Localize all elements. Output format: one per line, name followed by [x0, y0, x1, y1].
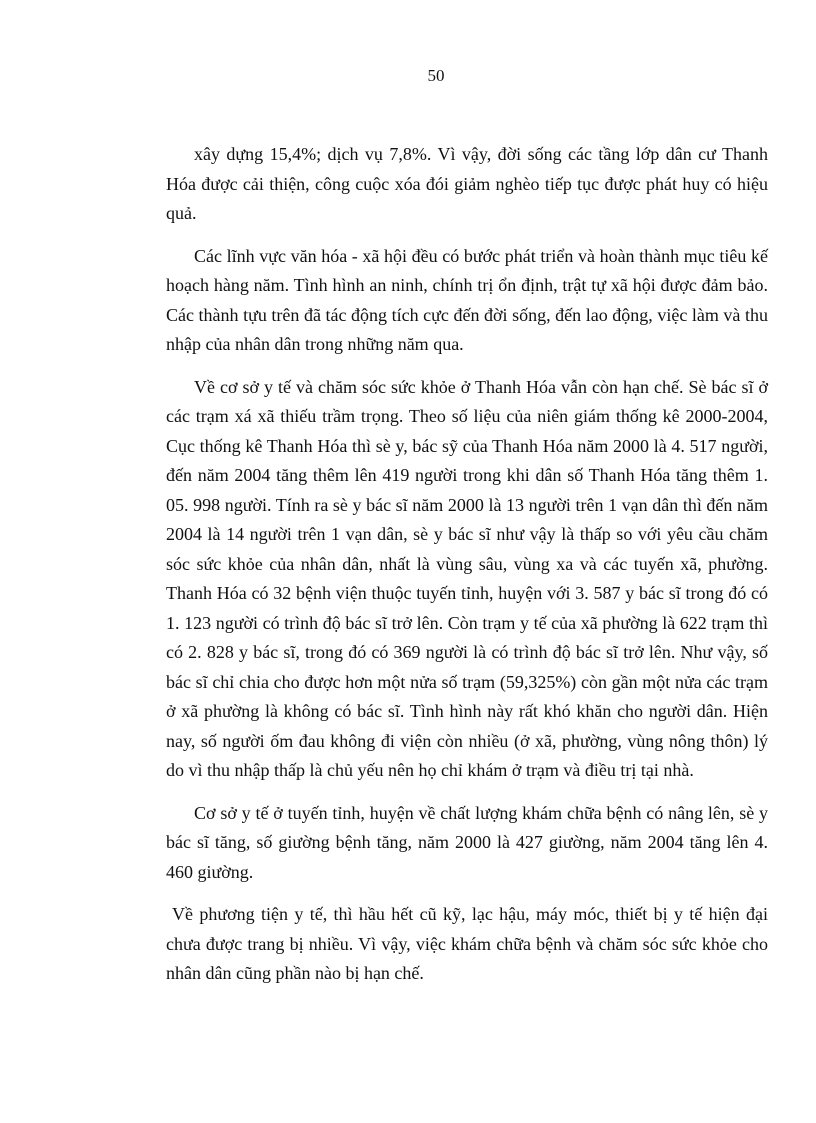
page-number: 50 — [427, 66, 445, 85]
paragraph-provincial-hospitals: Cơ sở y tế ở tuyến tỉnh, huyện về chất lượng khám chữa bệnh có nâng lên, sè y bác sĩ tăng, số giường bệnh tăng, năm 2000 là 427 giường, năm 2004 tăng lên 4. 460 giường. — [166, 802, 768, 882]
document-body — [166, 140, 768, 1002]
paragraph-healthcare-facilities: Về cơ sở y tế và chăm sóc sức khỏe ở Thanh Hóa vẫn còn hạn chế. Sè bác sĩ ở các trạm xá xã thiếu trầm trọng. Theo số liệu của niên giám thống kê 2000-2004, Cục thống kê Thanh Hóa thì sè y, bác sỹ của Thanh Hóa năm 2000 là 4. 517 người, đến năm 2004 tăng thêm lên 419 người trong khi dân số Thanh Hóa tăng thêm 1. 05. 998 người. Tính ra sè y bác sĩ năm 2000 là 13 người trên 1 vạn dân thì đến năm 2004 là 14 người trên 1 vạn dân, sè y bác sĩ như vậy là thấp so với yêu cầu chăm sóc sức khỏe của nhân dân, nhất là vùng sâu, vùng xa và các tuyến xã, phường. Thanh Hóa có 32 bệnh viện thuộc tuyến tỉnh, huyện với 3. 587 y bác sĩ trong đó có 1. 123 người có trình độ bác sĩ trở lên. Còn trạm y tế của xã phường là 622 trạm thì có 2. 828 y bác sĩ, trong đó có 369 người là có trình độ bác sĩ trở lên. Như vậy, số bác sĩ chỉ chia cho được hơn một nửa số trạm (59,325%) còn gần một nửa các trạm ở xã phường là không có bác sĩ. Tình hình này rất khó khăn cho người dân. Hiện nay, số người ốm đau không đi viện còn nhiều (ở xã, phường, vùng nông thôn) lý do vì thu nhập thấp là chủ yếu nên họ chỉ khám ở trạm và điều trị tại nhà. — [166, 376, 768, 780]
paragraph-culture-society: Các lĩnh vực văn hóa - xã hội đều có bước phát triển và hoàn thành mục tiêu kế hoạch hàng năm. Tình hình an ninh, chính trị ổn định, trật tự xã hội được đảm bảo. Các thành tựu trên đã tác động tích cực đến đời sống, đến lao động, việc làm và thu nhập của nhân dân trong những năm qua. — [166, 245, 768, 354]
paragraph-living-standards: xây dựng 15,4%; dịch vụ 7,8%. Vì vậy, đời sống các tầng lớp dân cư Thanh Hóa được cải thiện, công cuộc xóa đói giảm nghèo tiếp tục được phát huy có hiệu quả. — [166, 144, 768, 223]
paragraph-medical-equipment: Về phương tiện y tế, thì hầu hết cũ kỹ, lạc hậu, máy móc, thiết bị y tế hiện đại chưa được trang bị nhiều. Vì vậy, việc khám chữa bệnh và chăm sóc sức khỏe cho nhân dân cũng phần nào bị hạn chế. — [166, 904, 768, 983]
